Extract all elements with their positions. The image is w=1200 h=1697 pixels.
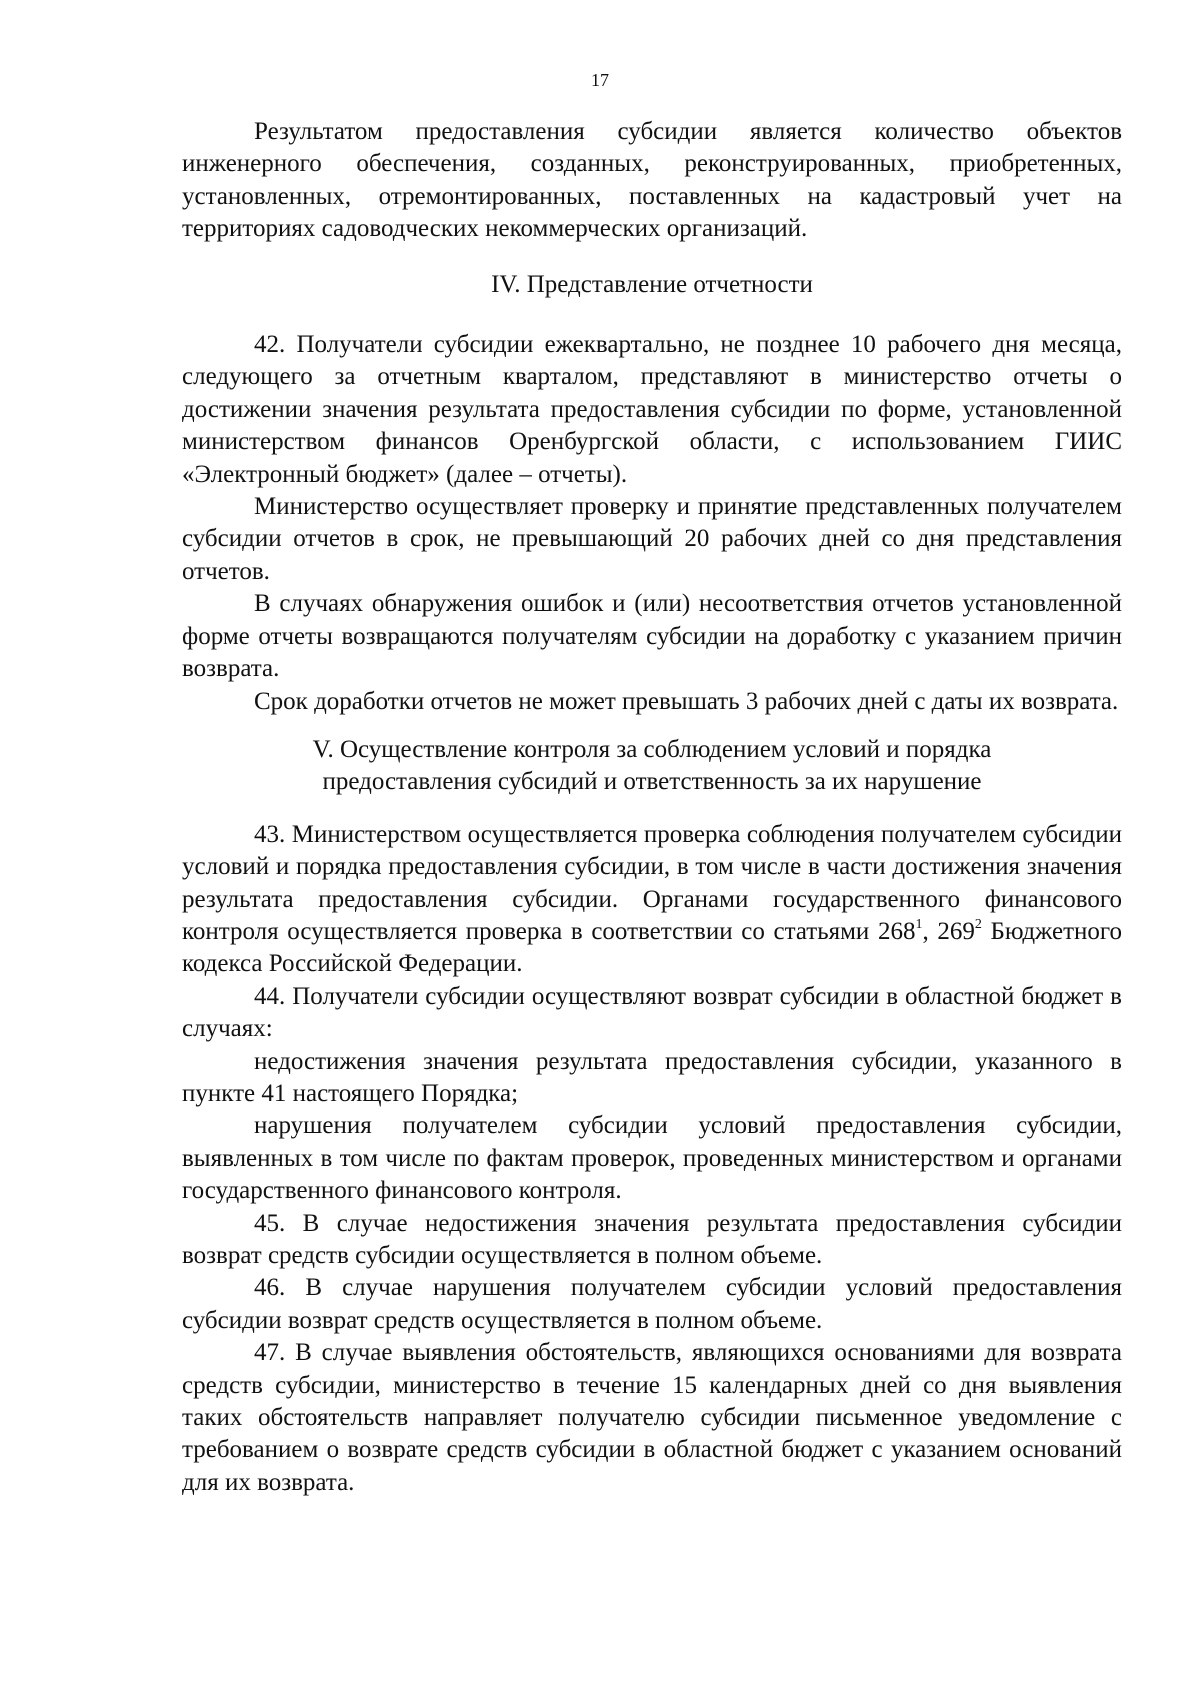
paragraph-43-part2: , 269 <box>922 917 975 945</box>
section-v-heading-line2: предоставления субсидий и ответственность за их нарушение <box>322 768 982 796</box>
paragraph-43 <box>182 819 1122 981</box>
paragraph-42-check: Министерство осуществляет проверку и принятие представленных получателем субсидии отчетов в срок, не превышающий 20 рабочих дней со дня представления отчетов. <box>182 493 1122 585</box>
paragraph-42: 42. Получатели субсидии ежеквартально, не позднее 10 рабочего дня месяца, следующего за отчетным кварталом, представляют в министерство отчеты о достижении значения результата предоставления субсидии по форме, установленной министерством финансов Оренбургской области, с использованием ГИИС «Электронный бюджет» (далее – отчеты). <box>182 331 1122 488</box>
footnote-sup-2: 2 <box>974 916 982 932</box>
paragraph-44-case2: нарушения получателем субсидии условий предоставления субсидии, выявленных в том числе по фактам проверок, проведенных министерством и органами государственного финансового контроля. <box>182 1112 1122 1205</box>
section-v-heading <box>182 734 1122 799</box>
paragraph-46: 46. В случае нарушения получателем субсидии условий предоставления субсидии возврат средств осуществляется в полном объеме. <box>182 1274 1122 1334</box>
paragraph-43-part1: 43. Министерством осуществляется проверка соблюдения получателем субсидии условий и порядка предоставления субсидии, в том числе в части достижения значения результата предоставления субсидии. Органами государственного финансового контроля осуществляется проверка в соответствии со статьями 268 <box>182 820 1122 945</box>
paragraph-45: 45. В случае недостижения значения результата предоставления субсидии возврат средств субсидии осуществляется в полном объеме. <box>182 1209 1122 1269</box>
section-v-heading-line1: V. Осуществление контроля за соблюдением условий и порядка <box>312 735 992 763</box>
paragraph-43-part3: Бюджетного кодекса Российской Федерации. <box>182 917 1123 978</box>
page-number: 17 <box>591 70 609 90</box>
paragraph-44-case1: недостижения значения результата предоставления субсидии, указанного в пункте 41 настоящего Порядка; <box>182 1047 1122 1107</box>
paragraph-42-errors: В случаях обнаружения ошибок и (или) несоответствия отчетов установленной форме отчеты возвращаются получателям субсидии на доработку с указанием причин возврата. <box>182 590 1122 683</box>
footnote-sup-1: 1 <box>915 916 923 932</box>
document-body <box>182 116 1122 1499</box>
paragraph-result: Результатом предоставления субсидии является количество объектов инженерного обеспечения, созданных, реконструированных, приобретенных, установленных, отремонтированных, поставленных на кадастровый учет на территориях садоводческих некоммерческих организаций. <box>182 118 1122 243</box>
section-iv-heading: IV. Представление отчетности <box>491 270 813 298</box>
paragraph-42-deadline: Срок доработки отчетов не может превышать 3 рабочих дней с даты их возврата. <box>254 687 1119 715</box>
paragraph-47: 47. В случае выявления обстоятельств, являющихся основаниями для возврата средств субсидии, министерство в течение 15 календарных дней со дня выявления таких обстоятельств направляет получателю субсидии письменное уведомление с требованием о возврате средств субсидии в областной бюджет с указанием оснований для их возврата. <box>182 1339 1122 1496</box>
paragraph-44: 44. Получатели субсидии осуществляют возврат субсидии в областной бюджет в случаях: <box>182 982 1122 1043</box>
